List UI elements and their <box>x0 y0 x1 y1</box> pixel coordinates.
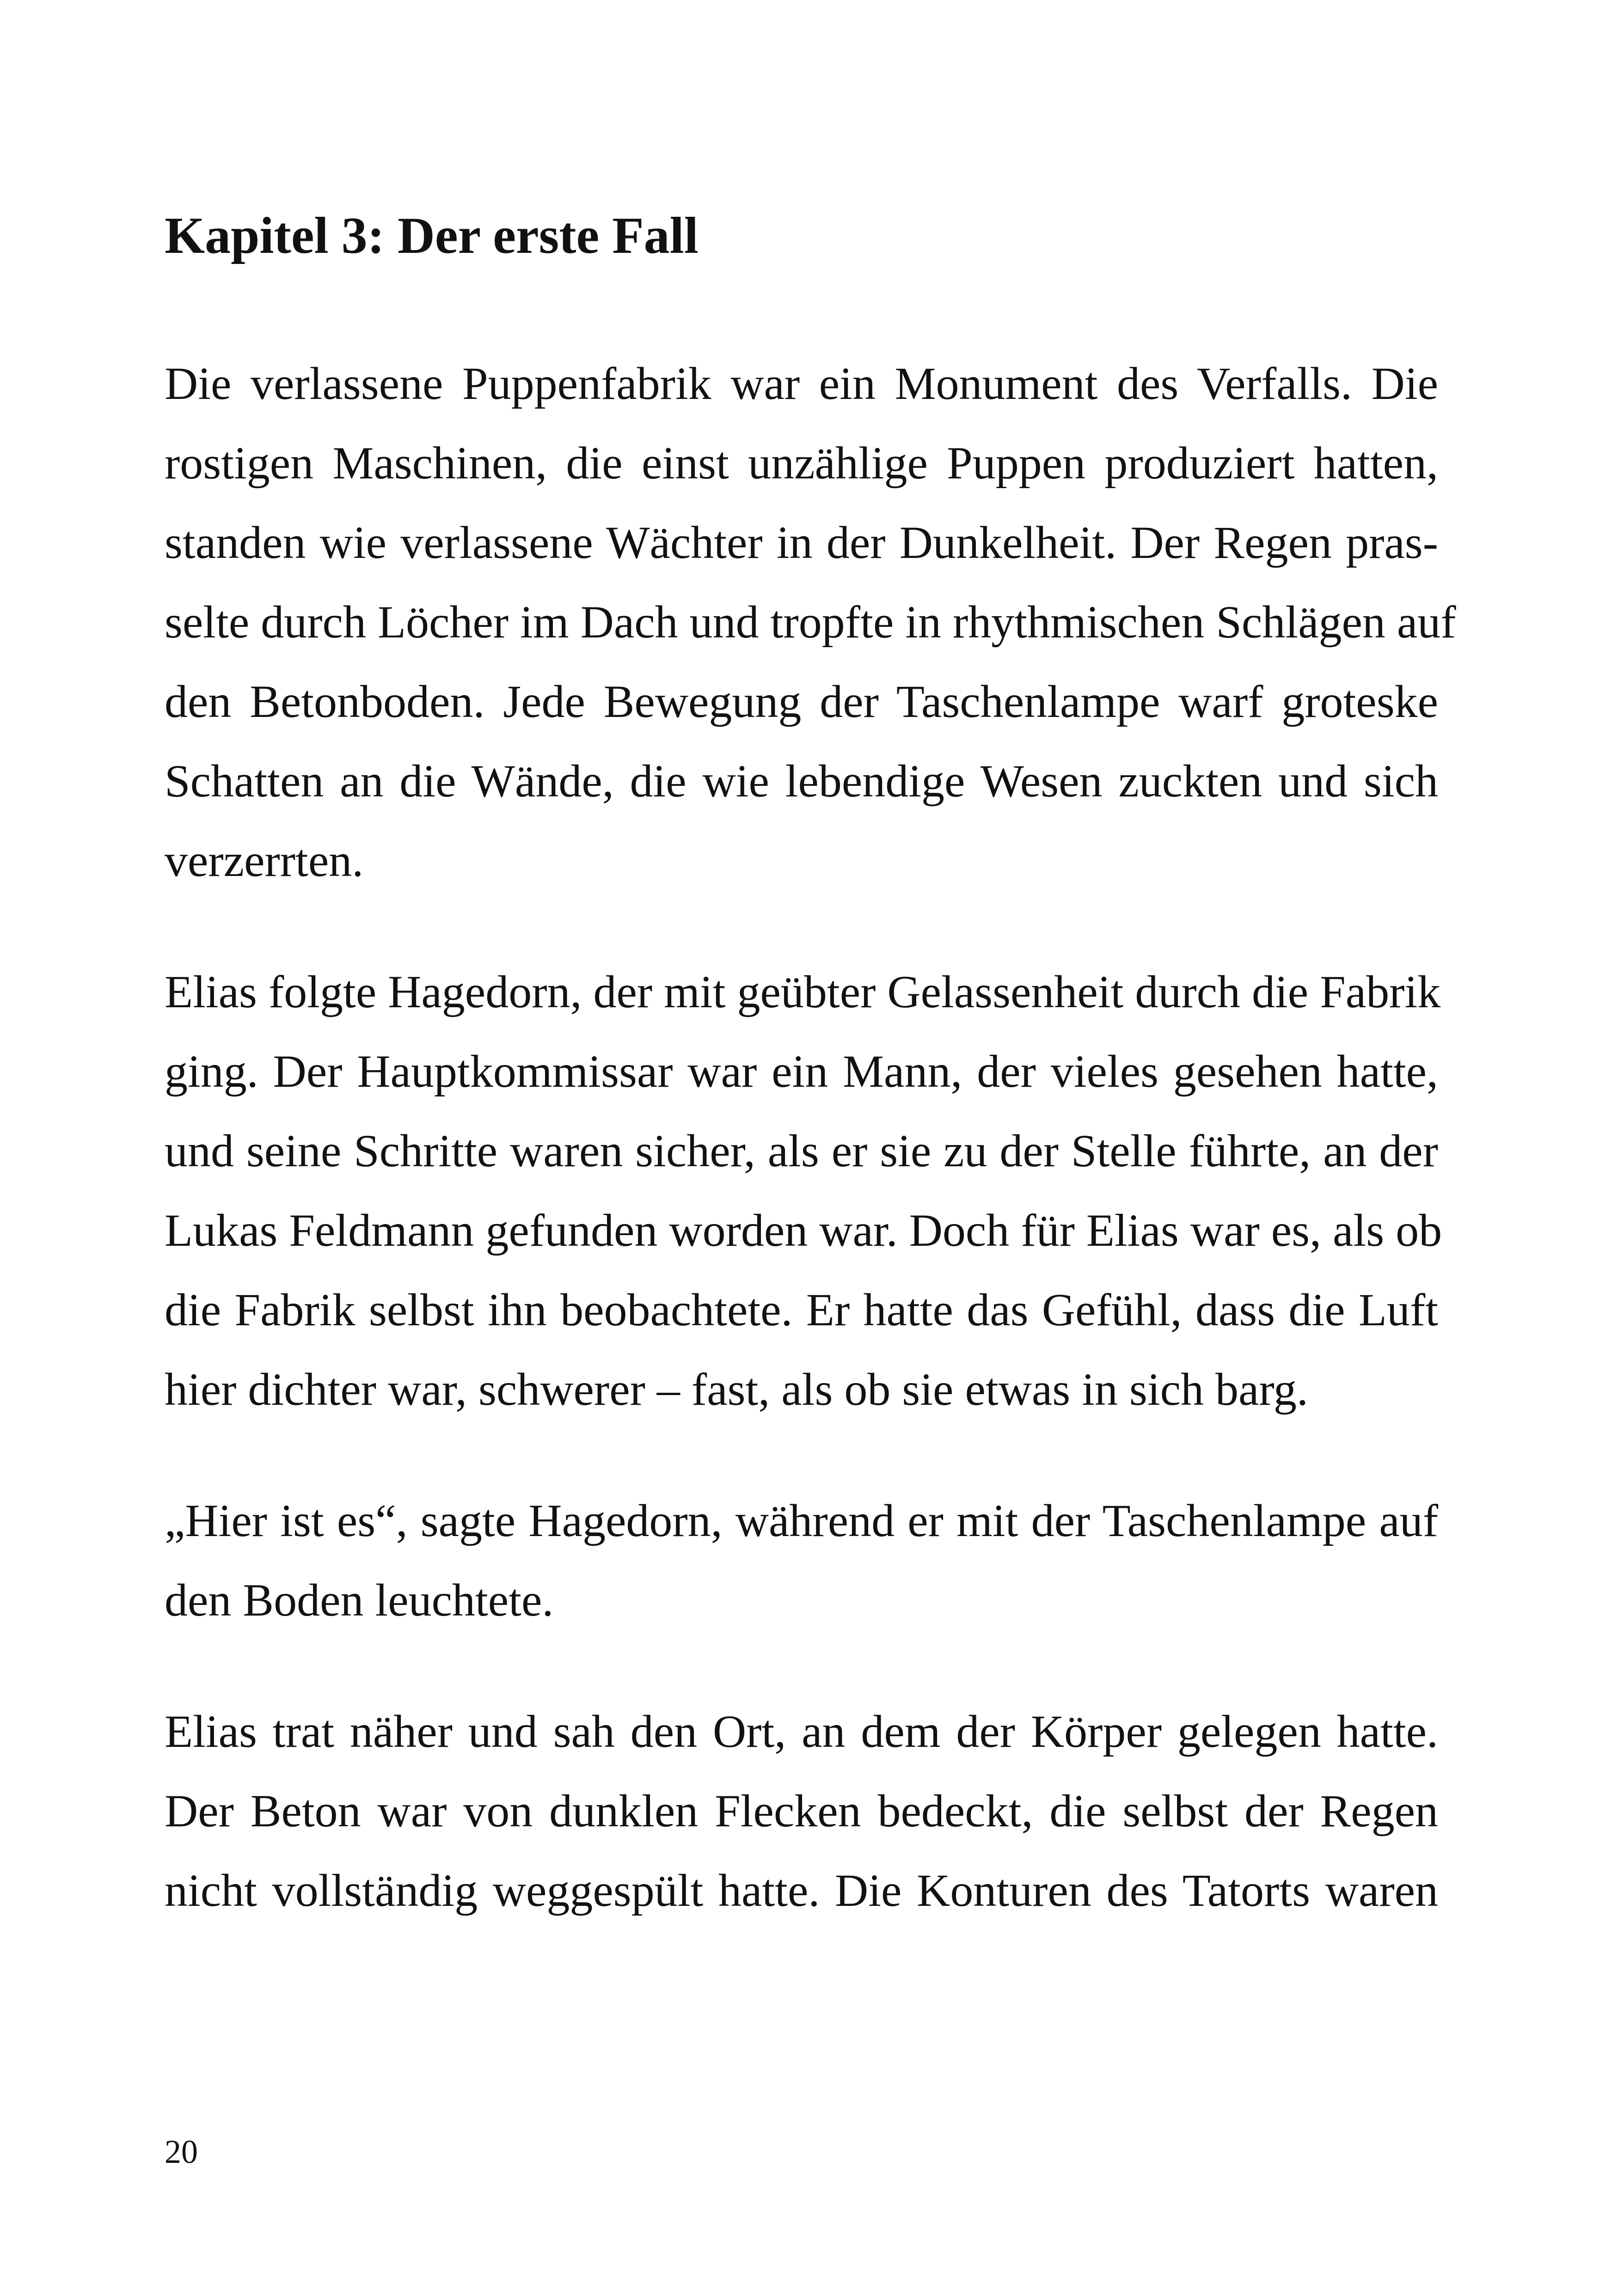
text-line: die Fabrik selbst ihn beobachtete. Er hatte das Gefühl, dass die Luft <box>165 1284 1438 1335</box>
text-line: Der Beton war von dunklen Flecken bedeckt, die selbst der Regen <box>165 1785 1438 1837</box>
text-line: Elias trat näher und sah den Ort, an dem der Körper gelegen hatte. <box>165 1706 1438 1757</box>
chapter-title: Kapitel 3: Der erste Fall <box>165 207 699 264</box>
text-line: den Boden leuchtete. <box>165 1574 554 1626</box>
text-line: nicht vollständig weggespült hatte. Die Konturen des Tatorts waren <box>165 1865 1438 1916</box>
text-line: hier dichter war, schwerer – fast, als ob sie etwas in sich barg. <box>165 1364 1308 1415</box>
text-line: Lukas Feldmann gefunden worden war. Doch für Elias war es, als ob <box>165 1205 1442 1256</box>
text-line: Die verlassene Puppenfabrik war ein Monument des Verfalls. Die <box>165 358 1438 409</box>
text-line: Schatten an die Wände, die wie lebendige Wesen zuckten und sich <box>165 755 1438 807</box>
text-line: selte durch Löcher im Dach und tropfte in rhythmischen Schlägen auf <box>165 596 1456 648</box>
text-line: Elias folgte Hagedorn, der mit geübter Gelassenheit durch die Fabrik <box>165 966 1441 1017</box>
text-line: ging. Der Hauptkommissar war ein Mann, der vieles gesehen hatte, <box>165 1046 1438 1097</box>
page-number: 20 <box>165 2133 198 2170</box>
text-line: und seine Schritte waren sicher, als er sie zu der Stelle führte, an der <box>165 1125 1438 1176</box>
text-line: den Betonboden. Jede Bewegung der Taschenlampe warf groteske <box>165 676 1438 727</box>
text-line: rostigen Maschinen, die einst unzählige Puppen produziert hatten, <box>165 437 1438 489</box>
text-line: verzerrten. <box>165 835 364 886</box>
text-line: „Hier ist es“, sagte Hagedorn, während er mit der Taschenlampe auf <box>165 1495 1438 1546</box>
text-line: standen wie verlassene Wächter in der Dunkelheit. Der Regen pras- <box>165 517 1438 568</box>
